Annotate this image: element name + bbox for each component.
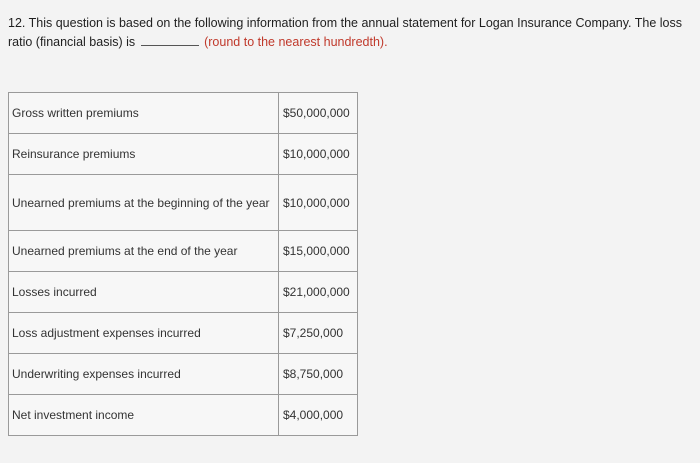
answer-blank <box>141 35 199 46</box>
row-label: Losses incurred <box>9 272 279 313</box>
row-label: Unearned premiums at the end of the year <box>9 231 279 272</box>
row-value: $50,000,000 <box>279 93 358 134</box>
row-label: Net investment income <box>9 395 279 436</box>
rounding-hint: (round to the nearest hundredth). <box>204 35 388 49</box>
table-row <box>9 313 358 354</box>
row-label: Gross written premiums <box>9 93 279 134</box>
table-row <box>9 175 358 231</box>
row-label: Reinsurance premiums <box>9 134 279 175</box>
row-value: $10,000,000 <box>279 175 358 231</box>
question-text <box>8 14 688 52</box>
table-row <box>9 231 358 272</box>
table-row <box>9 395 358 436</box>
row-label: Unearned premiums at the beginning of the year <box>9 175 279 231</box>
table-row <box>9 93 358 134</box>
question-prompt: 12. This question is based on the following information from the annual statement for Logan Insurance Company. The loss ratio (financial basis) is <box>8 16 683 49</box>
table-row <box>9 272 358 313</box>
table-row <box>9 354 358 395</box>
row-value: $21,000,000 <box>279 272 358 313</box>
row-value: $4,000,000 <box>279 395 358 436</box>
financial-data-table <box>8 92 358 436</box>
row-label: Loss adjustment expenses incurred <box>9 313 279 354</box>
row-value: $8,750,000 <box>279 354 358 395</box>
row-value: $10,000,000 <box>279 134 358 175</box>
row-value: $15,000,000 <box>279 231 358 272</box>
row-label: Underwriting expenses incurred <box>9 354 279 395</box>
table-row <box>9 134 358 175</box>
row-value: $7,250,000 <box>279 313 358 354</box>
